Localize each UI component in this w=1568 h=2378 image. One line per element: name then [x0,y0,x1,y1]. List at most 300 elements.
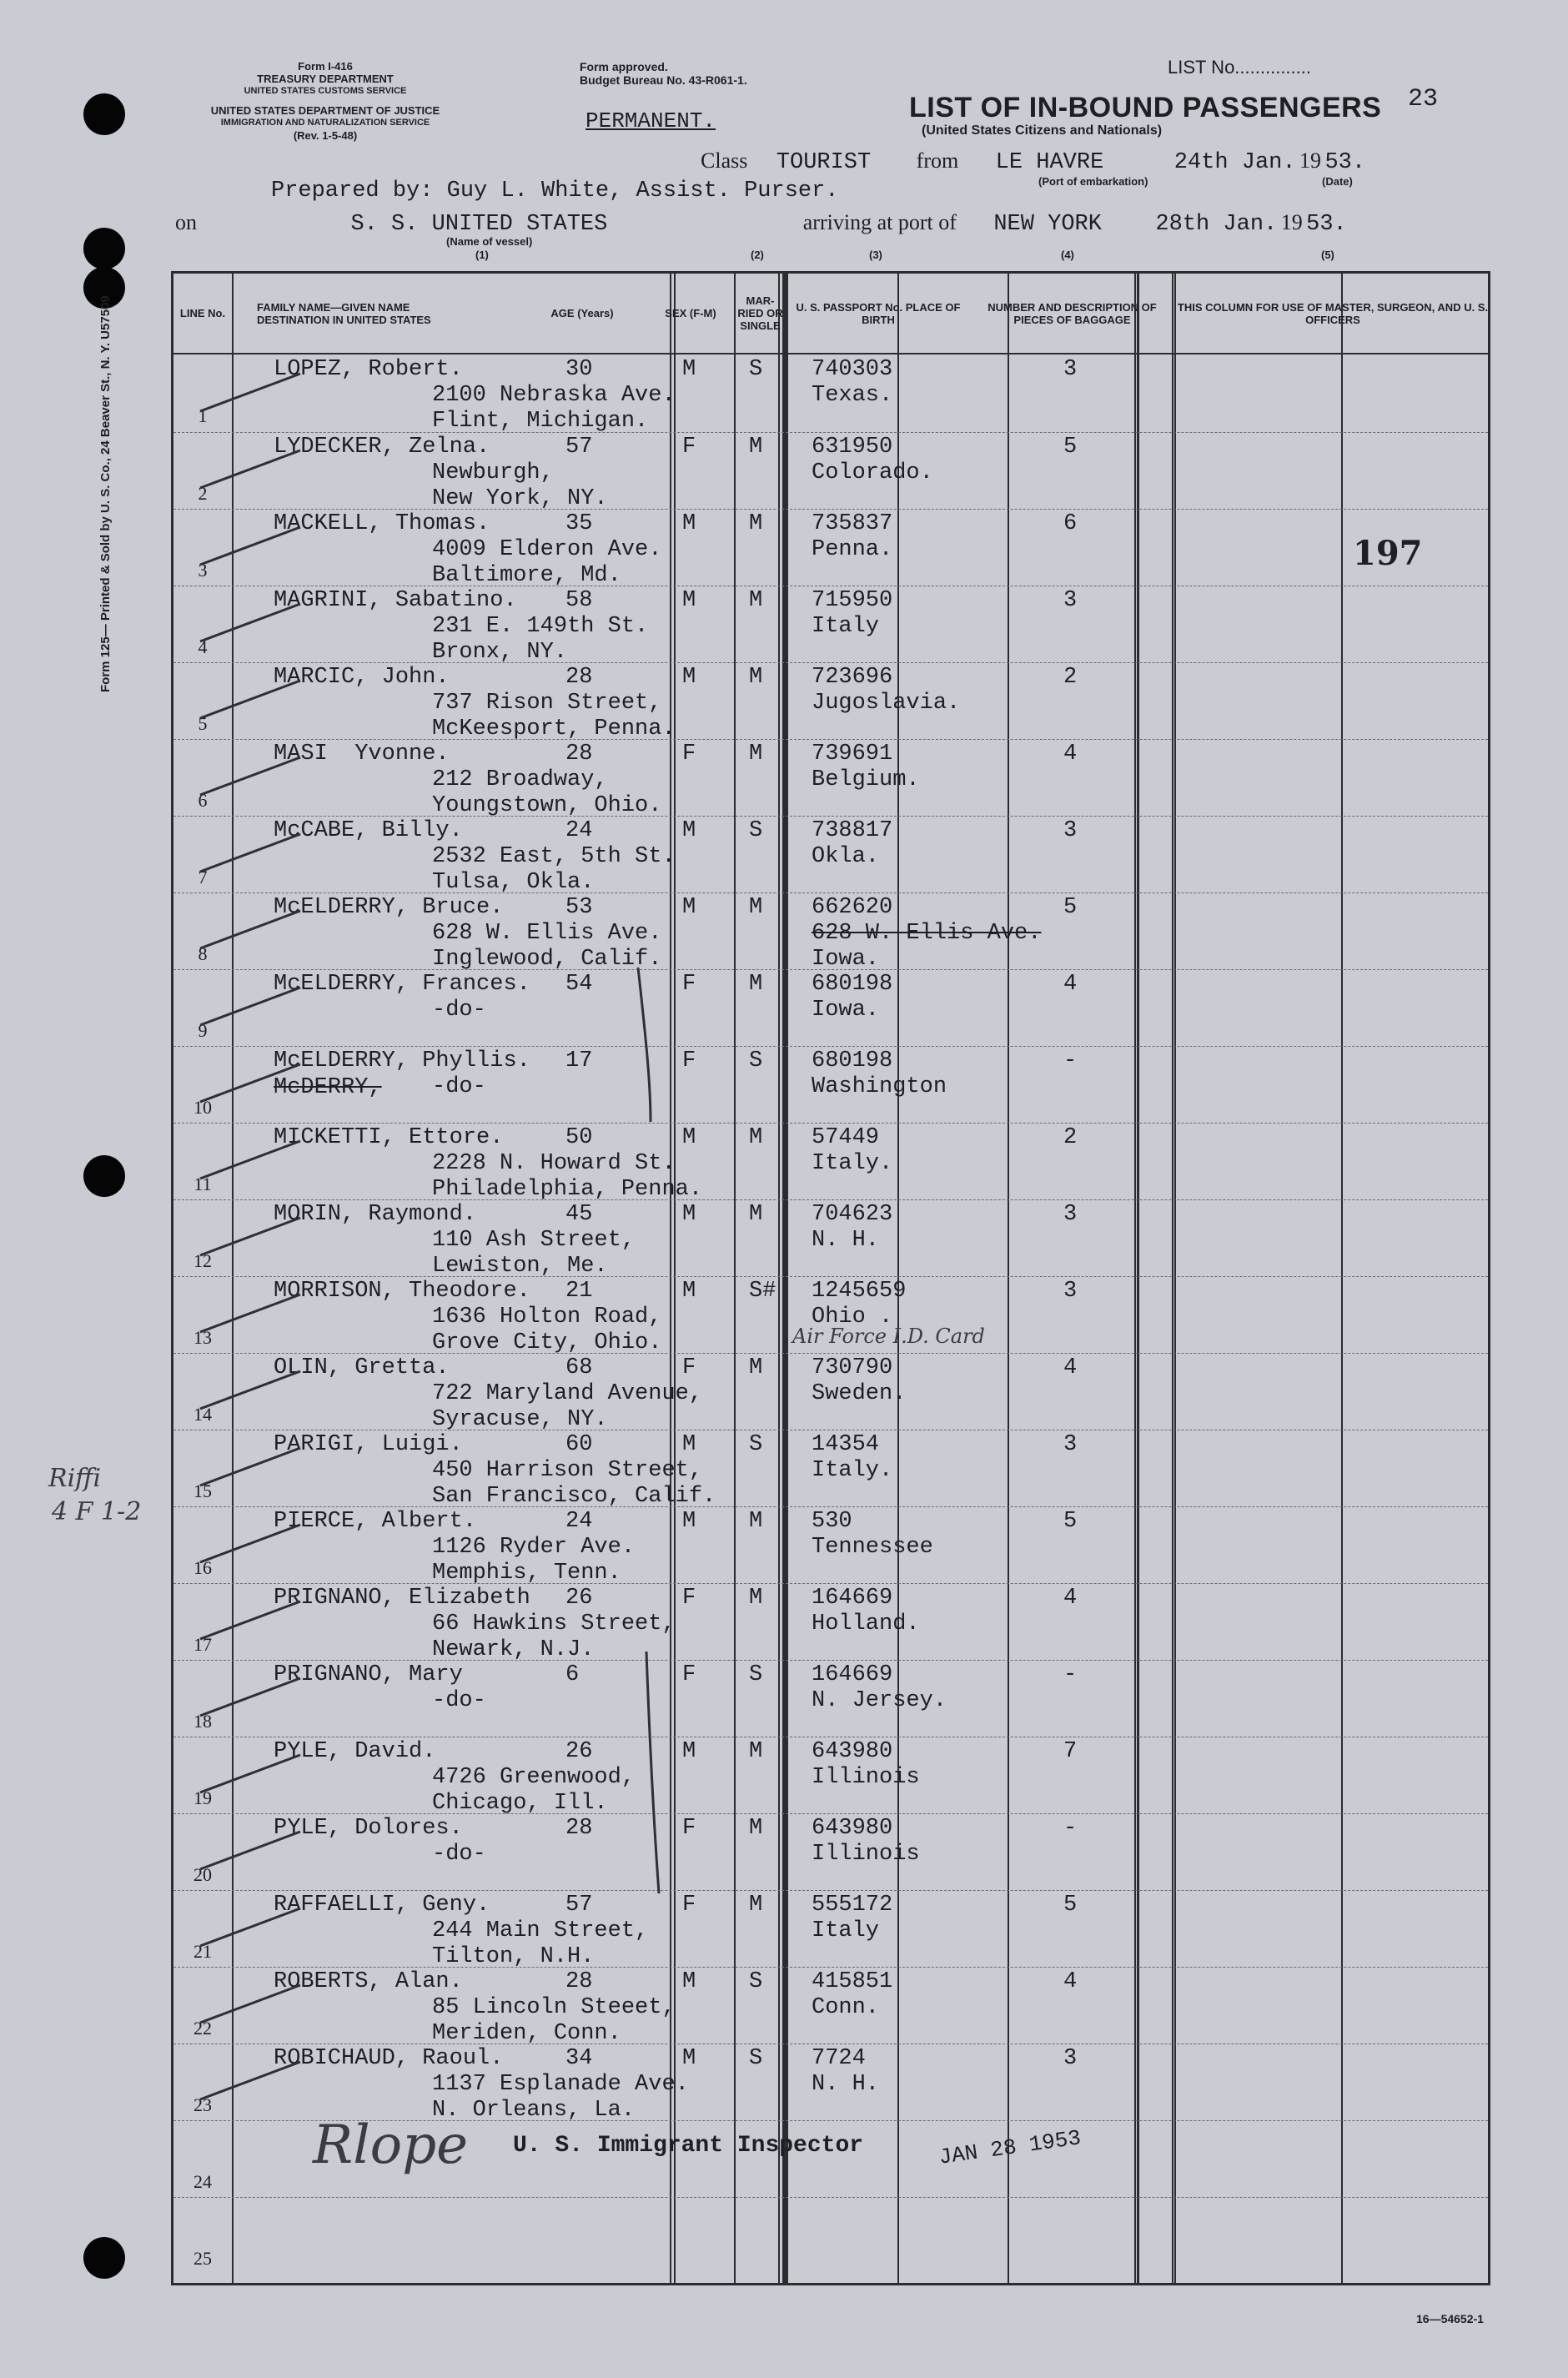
from-label: from [916,148,959,173]
class-value: TOURIST [776,150,872,175]
passport-number: 739691 [812,742,893,767]
baggage-count: 6 [1063,511,1078,536]
passenger-sex: F [682,1893,696,1918]
passenger-name: MICKETTI, Ettore. [274,1125,504,1150]
baggage-count: 5 [1063,1893,1078,1918]
port-of-embarkation: LE HAVRE [995,150,1104,175]
passport-number: 662620 [812,895,893,920]
line-number: 11 [193,1174,212,1194]
marital-status: M [749,588,763,613]
place-of-birth: Tennessee [812,1535,933,1560]
passport-number: 738817 [812,818,893,843]
passenger-age: 35 [565,511,593,536]
passenger-sex: M [682,665,696,690]
marital-status: S [749,1662,763,1687]
line-number: 22 [193,2018,212,2039]
passenger-age: 26 [565,1586,593,1611]
destination-street: 244 Main Street, [432,1918,649,1943]
check-mark [200,911,300,948]
line-number: 9 [198,1020,208,1041]
place-of-birth: Washington [812,1074,947,1099]
marital-status: S# [749,1279,776,1304]
margin-note: 4 F 1-2 [52,1497,142,1526]
place-of-birth: N. H. [812,2072,880,2097]
customs-label: UNITED STATES CUSTOMS SERVICE [244,86,407,96]
col-number-5: (5) [1321,249,1334,261]
passenger-name: MACKELL, Thomas. [274,511,490,536]
check-mark [200,604,300,641]
passenger-name: PYLE, Dolores. [274,1816,463,1841]
passenger-sex: F [682,742,696,767]
destination-city: Youngstown, Ohio. [432,793,662,818]
port-embark-caption: (Port of embarkation) [1038,175,1148,188]
permanent-label: PERMANENT. [585,108,716,133]
class-label: Class [701,148,748,173]
bracket-mark [638,968,651,1122]
passport-number: 57449 [812,1125,880,1150]
passenger-age: 60 [565,1432,593,1457]
col-header-family-name: FAMILY NAME—GIVEN NAME [257,300,410,314]
destination-street: -do- [432,1074,486,1099]
destination-city: Newark, N.J. [432,1637,595,1662]
passenger-name: PARIGI, Luigi. [274,1432,463,1457]
passenger-age: 57 [565,1893,593,1918]
marital-status: M [749,742,763,767]
baggage-count: - [1063,1816,1078,1841]
baggage-count: 3 [1063,818,1078,843]
passenger-sex: M [682,357,696,382]
baggage-count: 5 [1063,895,1078,920]
place-of-birth: Italy. [812,1458,893,1483]
marital-status: S [749,1048,763,1073]
marital-status: S [749,2046,763,2071]
place-of-birth: Texas. [812,383,893,408]
line-number: 20 [193,1864,212,1885]
passenger-age: 17 [565,1048,593,1073]
passport-number: 730790 [812,1355,893,1380]
passenger-name: MARCIC, John. [274,665,450,690]
passport-number: 530 [812,1509,852,1534]
passenger-sex: F [682,1816,696,1841]
line-number: 19 [193,1787,212,1808]
baggage-count: 3 [1063,2046,1078,2071]
col-number-4: (4) [1061,249,1074,261]
check-mark [200,1985,300,2023]
passenger-age: 28 [565,742,593,767]
marital-status: M [749,435,763,460]
baggage-count: - [1063,1662,1078,1687]
form-code: 16—54652-1 [1416,2312,1484,2325]
check-mark [200,450,300,488]
year-prefix: 19 [1280,210,1303,234]
destination-street: 1126 Ryder Ave. [432,1535,636,1560]
line-number: 7 [198,867,208,887]
baggage-count: 3 [1063,1279,1078,1304]
destination-city: Baltimore, Md. [432,563,621,588]
baggage-count: 4 [1063,1969,1078,1994]
passenger-sex: M [682,2046,696,2071]
arrival-date: 28th Jan. [1155,212,1278,237]
line-number: 3 [198,560,208,581]
vessel-name: S. S. UNITED STATES [350,212,608,237]
passenger-name: McELDERRY, Bruce. [274,895,504,920]
passenger-sex: M [682,1279,696,1304]
baggage-count: 4 [1063,1355,1078,1380]
place-of-birth: Jugoslavia. [812,691,961,716]
destination-street: 737 Rison Street, [432,691,662,716]
line-number: 8 [198,943,208,964]
destination-city: Tilton, N.H. [432,1944,595,1969]
date-caption: (Date) [1322,175,1353,188]
marital-status: M [749,511,763,536]
marital-status: M [749,1509,763,1534]
destination-street: 1137 Esplanade Ave. [432,2072,689,2097]
line-number: 6 [198,790,208,811]
col-number-1: (1) [475,249,489,261]
baggage-count: 3 [1063,588,1078,613]
passenger-age: 68 [565,1355,593,1380]
passenger-age: 34 [565,2046,593,2071]
passport-number: 631950 [812,435,893,460]
col-header-sex: SEX (F-M) [665,307,716,319]
passenger-name: ROBERTS, Alan. [274,1969,463,1994]
passenger-age: 58 [565,588,593,613]
passenger-name: MASI Yvonne. [274,742,450,767]
destination-street: 4009 Elderon Ave. [432,537,662,562]
check-mark [200,1218,300,1255]
col-header-married: MAR- RIED OR SINGLE [737,294,783,332]
passenger-name: MORIN, Raymond. [274,1202,477,1227]
destination-street: 212 Broadway, [432,767,608,792]
destination-city: New York, NY. [432,486,608,511]
place-of-birth: Holland. [812,1611,920,1636]
baggage-count: 2 [1063,665,1078,690]
passenger-sex: M [682,1739,696,1764]
marital-status: S [749,818,763,843]
check-mark [200,1525,300,1562]
destination-city: Tulsa, Okla. [432,870,595,895]
rev-label: (Rev. 1-5-48) [293,129,358,142]
prepared-by: Prepared by: Guy L. White, Assist. Purser. [271,178,839,204]
passenger-name: PRIGNANO, Elizabeth [274,1586,530,1611]
check-mark [200,1295,300,1332]
place-of-birth: Colorado. [812,460,933,485]
destination-city: Chicago, Ill. [432,1791,608,1816]
marital-status: S [749,357,763,382]
passenger-age: 28 [565,665,593,690]
col-number-3: (3) [869,249,882,261]
passenger-name: McCABE, Billy. [274,818,463,843]
destination-city: N. Orleans, La. [432,2098,636,2123]
passenger-sex: F [682,1586,696,1611]
marital-status: M [749,1586,763,1611]
destination-street: Newburgh, [432,460,554,485]
place-of-birth: 628 W. Ellis Ave. [812,921,1042,946]
destination-city: Philadelphia, Penna. [432,1177,703,1202]
departure-year: 53. [1324,150,1366,175]
line-number: 2 [198,483,208,504]
passenger-age: 30 [565,357,593,382]
passenger-age: 6 [565,1662,580,1687]
marital-status: M [749,895,763,920]
passenger-name: RAFFAELLI, Geny. [274,1893,490,1918]
destination-city: Syracuse, NY. [432,1407,608,1432]
passenger-sex: F [682,1355,696,1380]
marital-status: M [749,1816,763,1841]
ins-label: IMMIGRATION AND NATURALIZATION SERVICE [220,118,430,128]
printer-imprint: Form 125— Printed & Sold by U. S. Co., 24 Beaver St., N. Y. U57509 [98,295,113,692]
passenger-sex: M [682,1202,696,1227]
marital-status: M [749,1125,763,1150]
baggage-count: 7 [1063,1739,1078,1764]
passenger-sex: M [682,818,696,843]
line-number: 18 [193,1711,212,1732]
passenger-age: 54 [565,972,593,997]
destination-city: San Francisco, Calif. [432,1484,716,1509]
passport-number: 1245659 [812,1279,907,1304]
col-header-passport: U. S. PASSPORT No. PLACE OF BIRTH [796,300,961,326]
passenger-sex: F [682,1662,696,1687]
passenger-name: ROBICHAUD, Raoul. [274,2046,504,2071]
passenger-age: 26 [565,1739,593,1764]
list-no-label: LIST No............... [1168,57,1311,78]
passenger-age: 24 [565,818,593,843]
place-of-birth: Illinois [812,1842,920,1867]
passenger-age: 24 [565,1509,593,1534]
check-mark [200,1064,300,1102]
destination-street: 4726 Greenwood, [432,1765,636,1790]
check-mark [200,1832,300,1869]
passport-number: 643980 [812,1816,893,1841]
marital-status: M [749,1202,763,1227]
passenger-name: MORRISON, Theodore. [274,1279,530,1304]
place-of-birth: Iowa. [812,947,880,972]
destination-street: 722 Maryland Avenue, [432,1381,703,1406]
baggage-count: 3 [1063,357,1078,382]
destination-street: 110 Ash Street, [432,1228,636,1253]
baggage-count: 4 [1063,972,1078,997]
destination-street: 66 Hawkins Street, [432,1611,676,1636]
passenger-name: PRIGNANO, Mary [274,1662,463,1687]
treasury-label: TREASURY DEPARTMENT [257,73,394,85]
place-of-birth: Penna. [812,537,893,562]
destination-street: 2532 East, 5th St. [432,844,676,869]
destination-street: 231 E. 149th St. [432,614,649,639]
marital-status: M [749,1355,763,1380]
destination-street: 628 W. Ellis Ave. [432,921,662,946]
place-of-birth: Sweden. [812,1381,907,1406]
line-number: 4 [198,636,208,657]
place-of-birth: Iowa. [812,998,880,1023]
check-mark [200,834,300,872]
passport-number: 680198 [812,972,893,997]
passenger-name: LYDECKER, Zelna. [274,435,490,460]
passport-number: 735837 [812,511,893,536]
destination-city: Memphis, Tenn. [432,1561,621,1586]
arrival-year: 53. [1306,212,1347,237]
line-number: 23 [193,2094,212,2115]
destination-street: 2100 Nebraska Ave. [432,383,676,408]
passenger-age: 50 [565,1125,593,1150]
marital-status: M [749,1739,763,1764]
passport-number: 415851 [812,1969,893,1994]
document-subtitle: (United States Citizens and Nationals) [922,123,1163,138]
passport-number: 643980 [812,1739,893,1764]
handwritten-note: Air Force I.D. Card [792,1325,985,1348]
arrival-port: NEW YORK [993,212,1102,237]
arriving-label: arriving at port of [802,210,957,234]
col-header-destination: DESTINATION IN UNITED STATES [257,313,431,326]
line-number: 21 [193,1941,212,1962]
passenger-sex: M [682,1125,696,1150]
check-mark [200,757,300,795]
passenger-sex: M [682,1432,696,1457]
line-number: 1 [198,405,208,426]
check-mark [200,1908,300,1946]
passport-number: 704623 [812,1202,893,1227]
destination-city: Lewiston, Me. [432,1254,608,1279]
passenger-age: 21 [565,1279,593,1304]
passenger-age: 57 [565,435,593,460]
passenger-age: 28 [565,1816,593,1841]
passenger-name: McELDERRY, Frances. [274,972,530,997]
document-title: LIST OF IN-BOUND PASSENGERS [909,92,1382,123]
place-of-birth: Italy. [812,1151,893,1176]
col-header-baggage: NUMBER AND DESCRIPTION OF PIECES OF BAGGAGE [988,300,1157,326]
passenger-name: OLIN, Gretta. [274,1355,450,1380]
line-number: 17 [193,1634,212,1655]
destination-city: McKeesport, Penna. [432,716,676,742]
destination-street: 85 Lincoln Steeet, [432,1995,676,2020]
check-mark [200,527,300,565]
check-mark [200,1141,300,1179]
vessel-caption: (Name of vessel) [446,235,533,248]
place-of-birth: Illinois [812,1765,920,1790]
baggage-count: 4 [1063,1586,1078,1611]
year-prefix: 19 [1299,148,1322,173]
passport-number: 14354 [812,1432,880,1457]
place-of-birth: Belgium. [812,767,920,792]
line-number: 24 [193,2171,212,2192]
form-number: Form I-416 [298,60,353,73]
passenger-age: 53 [565,895,593,920]
passport-number: 680198 [812,1048,893,1073]
destination-city: Inglewood, Calif. [432,947,662,972]
line-number: 15 [193,1481,212,1501]
marital-status: M [749,1893,763,1918]
passport-number: 715950 [812,588,893,613]
justice-label: UNITED STATES DEPARTMENT OF JUSTICE [210,104,440,117]
baggage-count: 5 [1063,1509,1078,1534]
passenger-name: LOPEZ, Robert. [274,357,463,382]
struck-name: McDERRY, [274,1075,382,1100]
bracket-mark [646,1652,659,1893]
passenger-age: 28 [565,1969,593,1994]
page-number: 23 [1408,85,1439,113]
line-number: 10 [193,1097,212,1118]
passport-number: 555172 [812,1893,893,1918]
inspector-label: U. S. Immigrant Inspector [513,2133,864,2159]
place-of-birth: N. H. [812,1228,880,1253]
marital-status: S [749,1432,763,1457]
line-number: 14 [193,1404,212,1425]
passenger-name: MAGRINI, Sabatino. [274,588,517,613]
stamp-number: 197 [1353,534,1423,573]
baggage-count: 3 [1063,1202,1078,1227]
destination-city: Grove City, Ohio. [432,1330,662,1355]
destination-street: 450 Harrison Street, [432,1458,703,1483]
passport-number: 164669 [812,1586,893,1611]
line-number: 13 [193,1327,212,1348]
marital-status: S [749,1969,763,1994]
col-header-age: AGE (Years) [550,307,614,319]
col-header-officers: THIS COLUMN FOR USE OF MASTER, SURGEON, AND U. S. OFFICERS [1177,300,1489,326]
passenger-sex: M [682,588,696,613]
check-mark [200,374,300,411]
passenger-sex: M [682,1969,696,1994]
form-approved: Form approved. [580,60,668,73]
destination-street: 1636 Holton Road, [432,1305,662,1330]
destination-street: -do- [432,1688,486,1713]
destination-street: -do- [432,1842,486,1867]
passenger-sex: F [682,1048,696,1073]
destination-city: Bronx, NY. [432,640,568,665]
baggage-count: 3 [1063,1432,1078,1457]
check-mark [200,1678,300,1716]
marital-status: M [749,665,763,690]
passenger-name: PIERCE, Albert. [274,1509,477,1534]
line-number: 5 [198,713,208,734]
col-header-line-no: LINE No. [179,307,226,319]
destination-street: -do- [432,998,486,1023]
passport-number: 740303 [812,357,893,382]
check-mark [200,1755,300,1792]
budget-bureau: Budget Bureau No. 43-R061-1. [580,73,747,87]
signature: Rlope [313,2114,469,2176]
departure-date: 24th Jan. [1173,150,1296,175]
place-of-birth: Okla. [812,844,880,869]
passenger-sex: F [682,972,696,997]
passenger-sex: F [682,435,696,460]
col-number-2: (2) [751,249,764,261]
place-of-birth: Italy [812,1918,880,1943]
baggage-count: 5 [1063,435,1078,460]
check-mark [200,1448,300,1486]
passenger-name: PYLE, David. [274,1739,436,1764]
check-mark [200,681,300,718]
baggage-count: - [1063,1048,1078,1073]
baggage-count: 2 [1063,1125,1078,1150]
line-number: 16 [193,1557,212,1578]
marital-status: M [749,972,763,997]
passenger-sex: M [682,895,696,920]
baggage-count: 4 [1063,742,1078,767]
place-of-birth: Conn. [812,1995,880,2020]
passenger-age: 45 [565,1202,593,1227]
date-stamp: JAN 28 1953 [937,2125,1083,2170]
passenger-sex: M [682,1509,696,1534]
passport-number: 7724 [812,2046,866,2071]
place-of-birth: Italy [812,614,880,639]
check-mark [200,1601,300,1639]
line-number: 12 [193,1250,212,1271]
passport-number: 723696 [812,665,893,690]
place-of-birth: N. Jersey. [812,1688,947,1713]
check-mark [200,988,300,1025]
passport-number: 164669 [812,1662,893,1687]
check-mark [200,1371,300,1409]
on-label: on [175,210,197,234]
